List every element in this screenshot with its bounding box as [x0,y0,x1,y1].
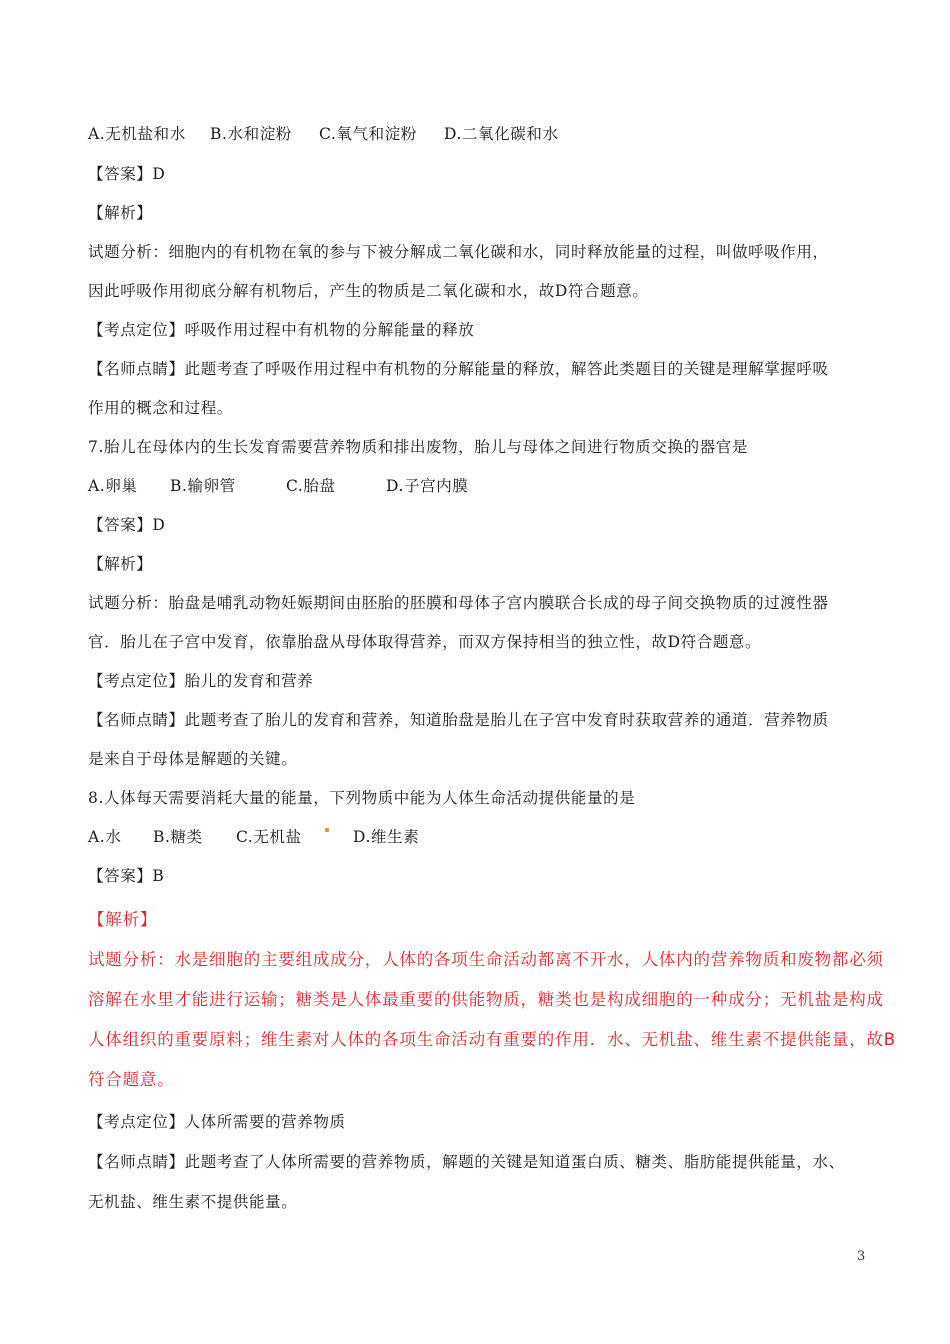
q8-point: 【考点定位】人体所需要的营养物质 [88,1113,346,1131]
q7-options-row [88,474,508,496]
q8-answer: 【答案】B [88,867,165,885]
q6-answer: 【答案】D [88,165,166,183]
q6-options-row [88,122,608,144]
q7-question: 7.胎儿在母体内的生长发育需要营养物质和排出废物，胎儿与母体之间进行物质交换的器官是 [88,438,748,456]
q8-analysis-line: 人体组织的重要原料；维生素对人体的各项生命活动有重要的作用．水、无机盐、维生素不提供能量，故B [88,1030,896,1049]
q8-tips-line: 【名师点睛】此题考查了人体所需要的营养物质，解题的关键是知道蛋白质、糖类、脂肪能提供能量，水、 [88,1153,845,1171]
q6-analysis-line: 试题分析：细胞内的有机物在氧的参与下被分解成二氧化碳和水，同时释放能量的过程，叫做呼吸作用， [88,243,829,261]
q6-tips-line: 【名师点睛】此题考查了呼吸作用过程中有机物的分解能量的释放，解答此类题目的关键是理解掌握呼吸 [88,360,829,378]
q6-option-c: C.氧气和淀粉 [319,125,417,143]
q6-option-b: B.水和淀粉 [210,125,292,143]
q8-options-row [88,825,448,847]
q6-tips-line: 作用的概念和过程。 [88,399,233,417]
q6-analysis-label: 【解析】 [88,204,153,222]
q8-analysis-line: 符合题意。 [88,1070,175,1089]
q6-analysis-line: 因此呼吸作用彻底分解有机物后，产生的物质是二氧化碳和水，故D符合题意。 [88,282,649,300]
q6-option-a: A.无机盐和水 [88,125,186,143]
q8-option-b: B.糖类 [153,828,203,846]
q7-analysis-label: 【解析】 [88,555,153,573]
q7-option-b: B.输卵管 [170,477,236,495]
q7-tips-line: 【名师点睛】此题考查了胎儿的发育和营养，知道胎盘是胎儿在子宫中发育时获取营养的通道．营养物质 [88,711,829,729]
q8-analysis-label: 【解析】 [88,910,158,929]
q7-option-a: A.卵巢 [88,477,138,495]
q7-analysis-line: 试题分析：胎盘是哺乳动物妊娠期间由胚胎的胚膜和母体子宫内膜联合长成的母子间交换物质的过渡性器 [88,594,829,612]
decorative-dot [325,828,329,832]
q8-analysis-line: 溶解在水里才能进行运输；糖类是人体最重要的供能物质，糖类也是构成细胞的一种成分；无机盐是构成 [88,990,884,1009]
q8-analysis-line: 试题分析：水是细胞的主要组成成分，人体的各项生命活动都离不开水，人体内的营养物质和废物都必须 [88,950,884,969]
q8-question: 8.人体每天需要消耗大量的能量，下列物质中能为人体生命活动提供能量的是 [88,789,636,807]
q7-answer: 【答案】D [88,516,166,534]
q7-tips-line: 是来自于母体是解题的关键。 [88,750,298,768]
q6-point: 【考点定位】呼吸作用过程中有机物的分解能量的释放 [88,321,475,339]
q7-option-d: D.子宫内膜 [386,477,469,495]
q7-analysis-line: 官．胎儿在子宫中发育，依靠胎盘从母体取得营养，而双方保持相当的独立性，故D符合题意。 [88,633,762,651]
page-number: 3 [857,1249,866,1264]
q8-option-a: A.水 [88,828,122,846]
q6-option-d: D.二氧化碳和水 [444,125,559,143]
q8-tips-line: 无机盐、维生素不提供能量。 [88,1193,298,1211]
q8-option-d: D.维生素 [353,828,420,846]
q7-point: 【考点定位】胎儿的发育和营养 [88,672,314,690]
q8-option-c: C.无机盐 [236,828,302,846]
q7-option-c: C.胎盘 [286,477,336,495]
